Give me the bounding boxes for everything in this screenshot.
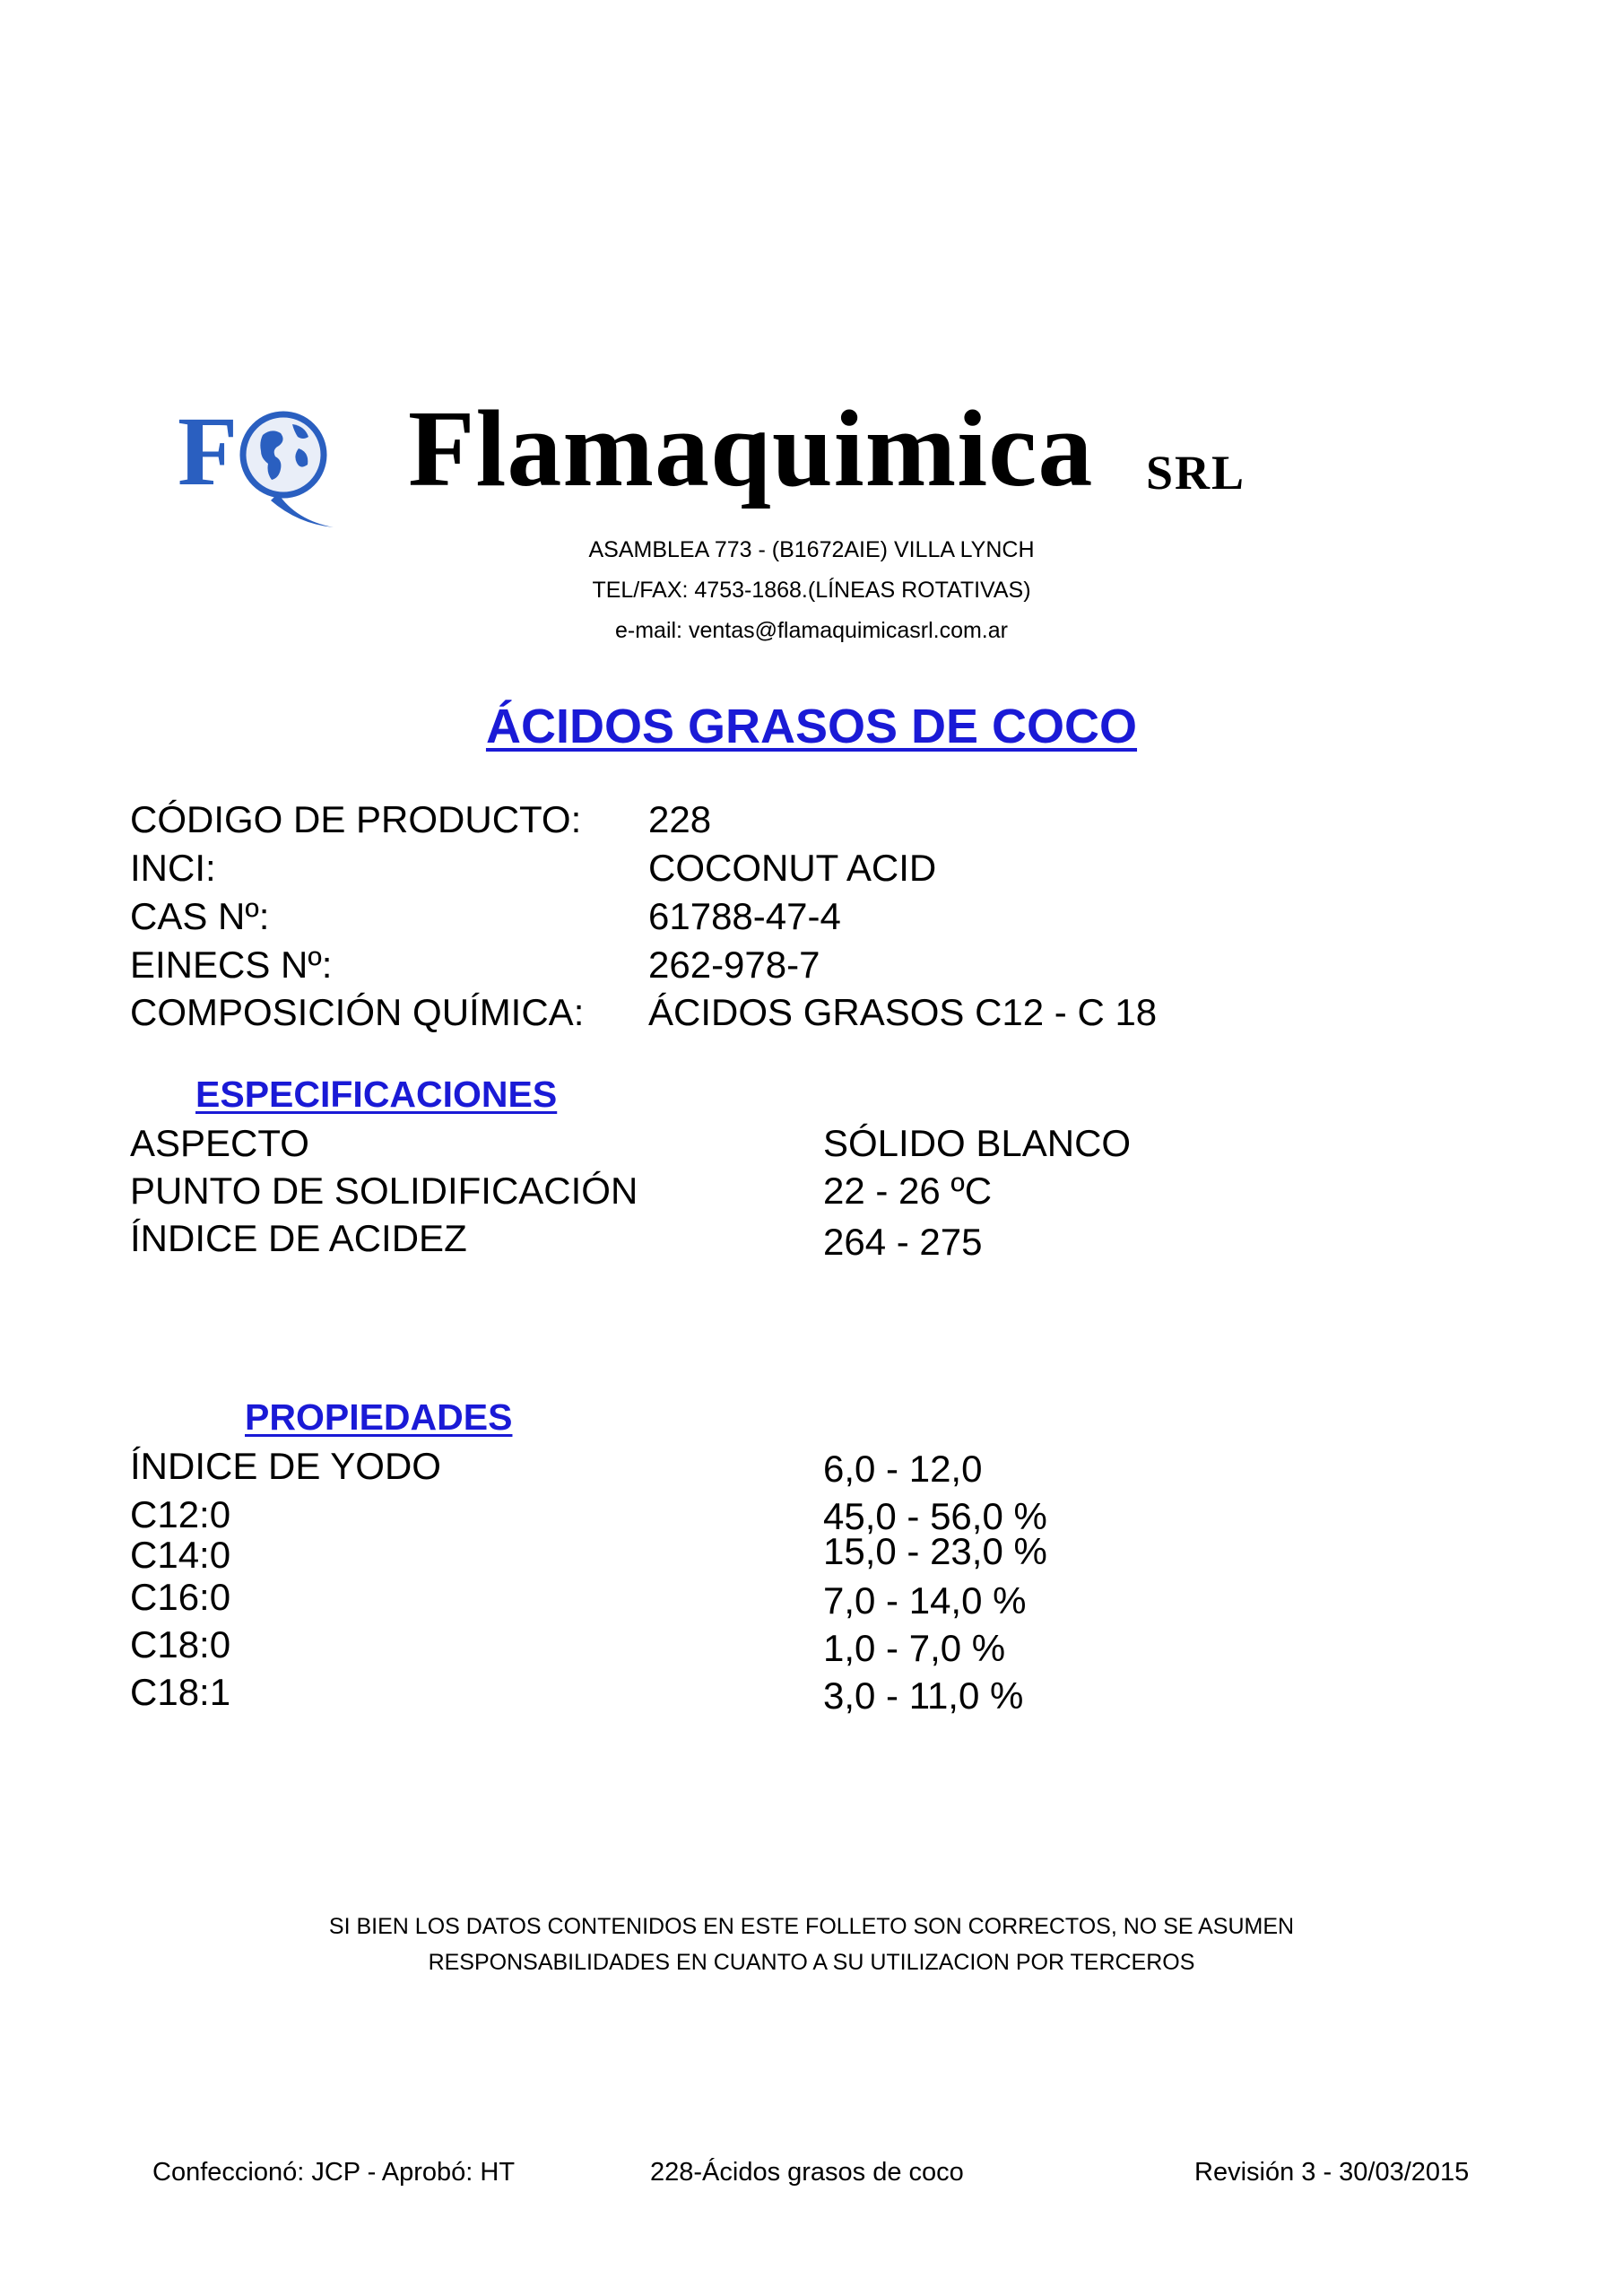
spec-value: 264 - 275 <box>823 1221 983 1263</box>
spec-value: SÓLIDO BLANCO <box>823 1122 1132 1164</box>
composition-label: COMPOSICIÓN QUÍMICA: <box>130 991 585 1033</box>
spec-label: PUNTO DE SOLIDIFICACIÓN <box>130 1170 638 1212</box>
specifications-heading: ESPECIFICACIONES <box>195 1074 558 1115</box>
disclaimer-line: SI BIEN LOS DATOS CONTENIDOS EN ESTE FOLLETO SON CORRECTOS, NO SE ASUMEN <box>328 1914 1295 1939</box>
spec-label: ASPECTO <box>130 1122 309 1164</box>
properties-heading: PROPIEDADES <box>245 1396 513 1438</box>
einecs-value: 262-978-7 <box>648 944 820 986</box>
property-value: 7,0 - 14,0 % <box>823 1579 1027 1622</box>
inci-value: COCONUT ACID <box>648 847 937 889</box>
property-value: 6,0 - 12,0 <box>823 1448 983 1490</box>
footer-prepared-by: Confeccionó: JCP - Aprobó: HT <box>152 2158 516 2187</box>
disclaimer-line: RESPONSABILIDADES EN CUANTO A SU UTILIZACION POR TERCEROS <box>428 1950 1195 1975</box>
property-label: C16:0 <box>130 1576 231 1618</box>
composition-value: ÁCIDOS GRASOS C12 - C 18 <box>648 991 1158 1033</box>
property-value: 15,0 - 23,0 % <box>823 1530 1047 1572</box>
cas-label: CAS Nº: <box>130 895 270 937</box>
property-label: C18:0 <box>130 1623 231 1665</box>
property-value: 3,0 - 11,0 % <box>823 1674 1024 1717</box>
company-suffix: SRL <box>1146 446 1246 500</box>
property-label: ÍNDICE DE YODO <box>130 1445 441 1487</box>
company-name: Flamaquimica <box>408 388 1094 509</box>
page-title: ÁCIDOS GRASOS DE COCO <box>485 700 1138 753</box>
address-line: ASAMBLEA 773 - (B1672AIE) VILLA LYNCH <box>588 537 1035 562</box>
cas-value: 61788-47-4 <box>648 895 841 937</box>
email-line: e-mail: ventas@flamaquimicasrl.com.ar <box>614 618 1008 643</box>
footer-revision: Revisión 3 - 30/03/2015 <box>1194 2158 1470 2187</box>
property-value: 1,0 - 7,0 % <box>823 1627 1006 1669</box>
footer-document-name: 228-Ácidos grasos de coco <box>650 2158 964 2187</box>
einecs-label: EINECS Nº: <box>130 944 333 986</box>
spec-label: ÍNDICE DE ACIDEZ <box>130 1217 467 1259</box>
product-code-value: 228 <box>648 798 712 840</box>
phone-line: TEL/FAX: 4753-1868.(LÍNEAS ROTATIVAS) <box>592 578 1031 603</box>
spec-value: 22 - 26 ºC <box>823 1170 993 1212</box>
property-label: C14:0 <box>130 1534 231 1576</box>
disclaimer <box>0 1909 1623 1980</box>
property-label: C12:0 <box>130 1493 231 1535</box>
property-value: 45,0 - 56,0 % <box>823 1495 1047 1537</box>
svg-text:F: F <box>178 399 239 506</box>
company-logo-icon <box>178 399 339 538</box>
product-code-label: CÓDIGO DE PRODUCTO: <box>130 798 582 840</box>
inci-label: INCI: <box>130 847 216 889</box>
property-label: C18:1 <box>130 1671 231 1713</box>
